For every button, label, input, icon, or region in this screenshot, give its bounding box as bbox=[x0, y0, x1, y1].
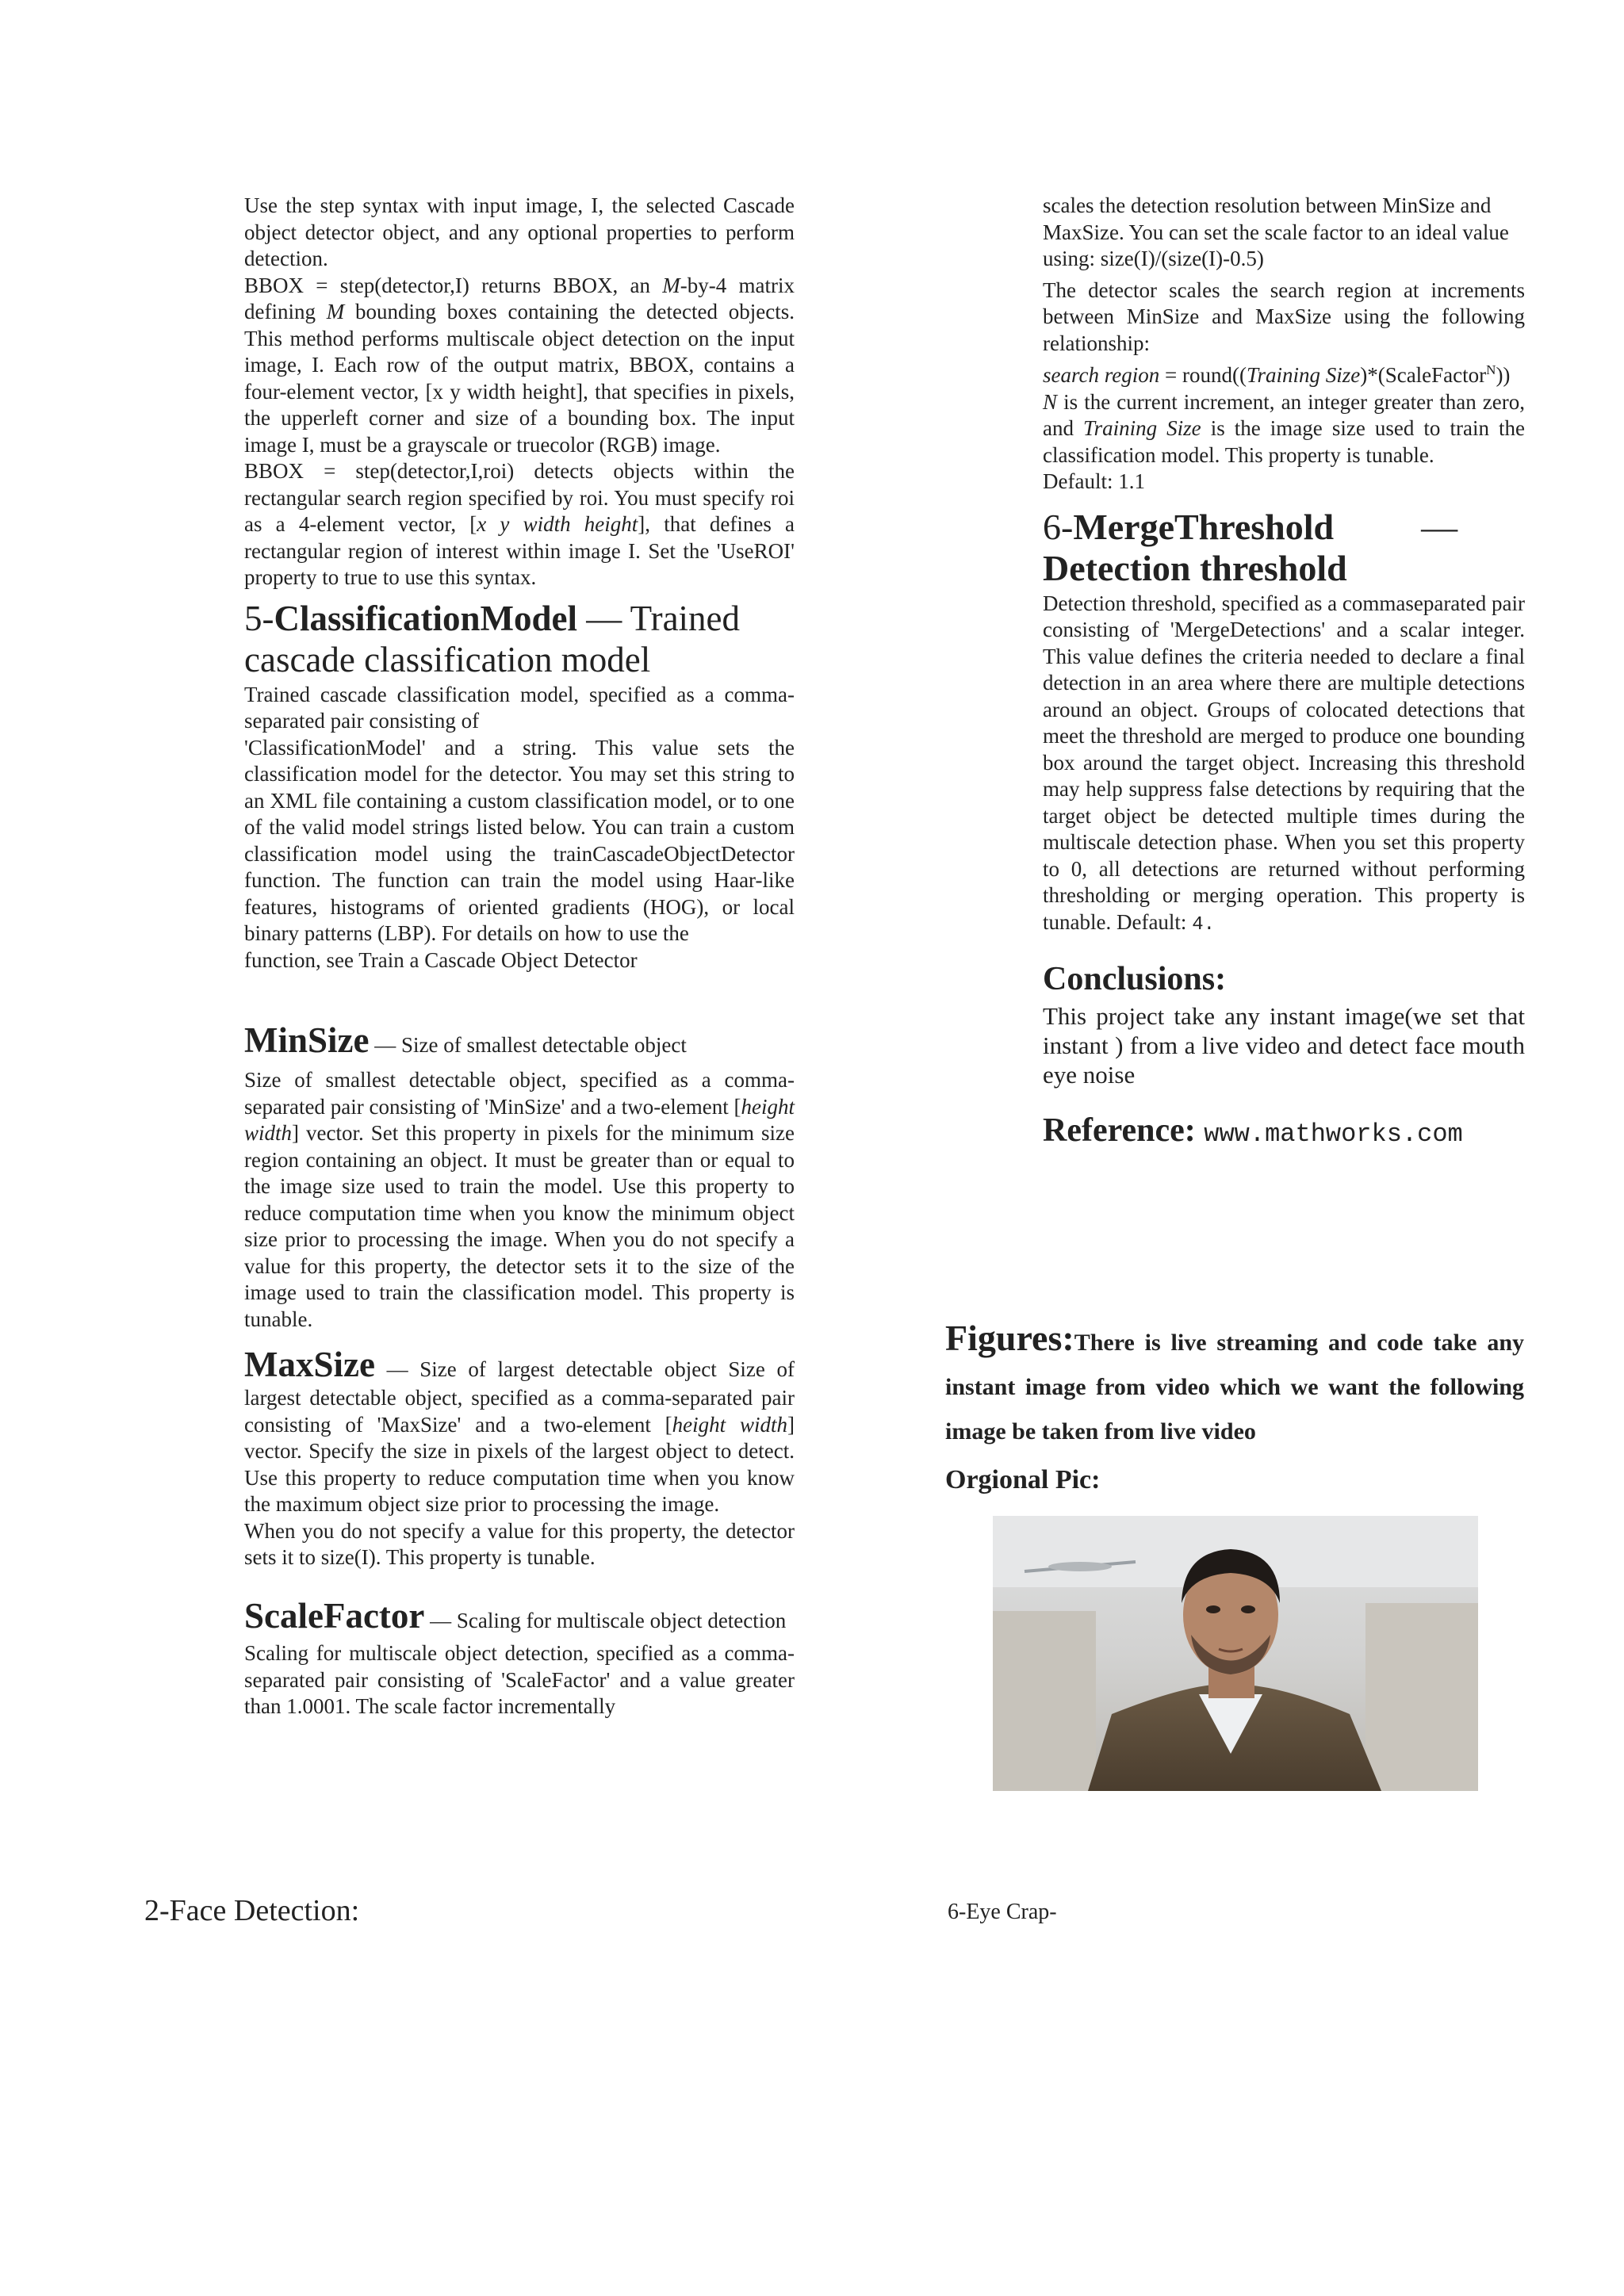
eye-crop-caption: 6-Eye Crap- bbox=[948, 1900, 1057, 1924]
italic-m: M bbox=[662, 273, 680, 297]
left-column bbox=[244, 193, 795, 1720]
figures-paragraph bbox=[945, 1316, 1524, 1454]
original-photo bbox=[993, 1516, 1478, 1791]
italic-text: search region bbox=[1043, 363, 1160, 387]
reference-url: www.mathworks.com bbox=[1204, 1119, 1463, 1149]
figures-heading: Figures: bbox=[945, 1318, 1074, 1358]
scales-region-paragraph: The detector scales the search region at increments between MinSize and MaxSize using the following relationship: bbox=[1043, 277, 1525, 355]
cm-paragraph-2: 'ClassificationModel' and a string. This value sets the classification model for the detector. You may set this string to an XML file containing a custom classification model, or to one of the valid model strings listed below. You can train a custom classification model using the trainCascadeObjectDetector function. The function can train the model using Haar-like features, histograms of oriented gradients (HOG), or local binary patterns (LBP). For details on how to use the bbox=[244, 735, 795, 945]
bbox-roi-paragraph bbox=[244, 458, 795, 591]
conclusions-paragraph: This project take any instant image(we set that instant ) from a live video and detect face mouth eye noise bbox=[1043, 1002, 1525, 1089]
heading-bold: Conclusions: bbox=[1043, 961, 1227, 997]
heading-dash: — bbox=[1421, 506, 1458, 547]
webcam-photo-illustration bbox=[993, 1516, 1478, 1791]
text-span: ] vector. Specify the size in pixels of the largest object to detect. Use this property to reduce computation time when you know the maximum object size prior to processing the image. bbox=[244, 1412, 795, 1516]
italic-text: height width bbox=[672, 1412, 787, 1437]
text-span: bounding boxes containing the detected objects. This method performs multiscale object detection on the input image, I. Each row of the output matrix, BBOX, contains a four-element vector, [x y width height], that specifies in pixels, the upperleft corner and size of a bounding box. The input image I, must be a grayscale or truecolor (RGB) image. bbox=[244, 300, 795, 457]
figures-text: There is live streaming and code take any instant image from video which we want the following image be taken from live video bbox=[945, 1330, 1524, 1445]
spacer bbox=[244, 974, 795, 1013]
maxsize-paragraph bbox=[244, 1344, 795, 1518]
maxsize-heading: MaxSize bbox=[244, 1345, 375, 1384]
heading-bold: ClassificationModel bbox=[274, 598, 577, 638]
heading-bold: Reference: bbox=[1043, 1112, 1196, 1149]
increment-paragraph bbox=[1043, 389, 1525, 469]
text-span: is the current increment, an integer greater than zero, and bbox=[1043, 389, 1525, 440]
right-column bbox=[1043, 193, 1525, 1154]
merge-threshold-paragraph bbox=[1043, 591, 1525, 939]
maxsize-paragraph-2: When you do not specify a value for this property, the detector sets it to size(I). This property is tunable. bbox=[244, 1518, 795, 1569]
text-span: ] vector. Set this property in pixels for the minimum size region containing an object. It must be greater than or equal to the image size used to train the model. Use this property to reduce computation time when you know the minimum object size prior to processing the image. When you do not specify a value for this property, the detector sets it to the size of the image used to train the classification model. This property is tunable. bbox=[244, 1121, 795, 1331]
italic-text: Training Size bbox=[1246, 363, 1361, 387]
default-value: Default: 1.1 bbox=[1043, 469, 1145, 493]
italic-n: N bbox=[1043, 389, 1058, 414]
classification-model-heading bbox=[244, 598, 795, 680]
merge-threshold-heading bbox=[1043, 507, 1525, 589]
text-span: is the image size used to train the classification model. This property is tunable. bbox=[1043, 416, 1526, 467]
section-number: 6- bbox=[1043, 506, 1074, 547]
cm-paragraph-3: function, see Train a Cascade Object Detector bbox=[244, 947, 638, 972]
text-span: Size of smallest detectable object, specified as a comma-separated pair consisting of 'MinSize' and a two-element [ bbox=[244, 1068, 795, 1119]
text-span: )) bbox=[1496, 363, 1511, 387]
text-span: BBOX = step(detector,I) returns BBOX, an bbox=[244, 273, 663, 297]
face-detection-caption: 2-Face Detection: bbox=[144, 1894, 360, 1927]
scalefactor-heading-paragraph bbox=[244, 1595, 795, 1636]
default-mono: 4. bbox=[1192, 913, 1215, 936]
reference-heading bbox=[1043, 1112, 1525, 1154]
cm-paragraph-1: Trained cascade classification model, specified as a comma-separated pair consisting of bbox=[244, 682, 795, 733]
text-span: — Scaling for multiscale object detection bbox=[424, 1608, 787, 1632]
step-syntax-paragraph: Use the step syntax with input image, I, the selected Cascade object detector object, and any optional properties to perform detection. bbox=[244, 193, 795, 270]
heading-rest: — Size of smallest detectable object bbox=[369, 1033, 687, 1057]
scalefactor-heading: ScaleFactor bbox=[244, 1595, 425, 1636]
scale-paragraph: scales the detection resolution between MinSize and MaxSize. You can set the scale factor to an ideal value using: size(I)/(size(I)-0.5) bbox=[1043, 193, 1509, 270]
heading-rest: — Trained cascade classification model bbox=[244, 598, 741, 679]
text-span: = round(( bbox=[1159, 363, 1247, 387]
text-span: )*(ScaleFactor bbox=[1360, 363, 1487, 387]
italic-m: M bbox=[326, 300, 345, 323]
text-span: Detection threshold, specified as a commaseparated pair consisting of 'MergeDetections' and a scalar integer. This value defines the criteria needed to declare a final detection in an area where there are multiple detections around an object. Groups of colocated detections that meet the threshold are merged to produce one bounding box around the target object. Increasing this threshold may help suppress false detections by requiring that the target object be detected multiple times during the multiscale detection phase. When you set this property to 0, all detections are returned without performing thresholding or merging operation. This property is tunable. Default: bbox=[1043, 591, 1526, 934]
formula bbox=[1043, 357, 1525, 389]
scalefactor-paragraph: Scaling for multiscale object detection, specified as a comma-separated pair consisting of 'ScaleFactor' and a value greater than 1.0001. The scale factor incrementally bbox=[244, 1641, 795, 1718]
heading-bold: MinSize bbox=[244, 1020, 370, 1060]
heading-bold: Detection threshold bbox=[1043, 547, 1347, 588]
italic-text: x y width height bbox=[477, 512, 638, 536]
text-span: BBOX = step(detector,I,roi) detects objects within the rectangular search region specified by roi. You must specify roi as a 4-element vector, [ bbox=[244, 459, 795, 536]
conclusions-heading bbox=[1043, 960, 1525, 998]
section-number: 5- bbox=[244, 598, 274, 638]
text-span: — Size of largest detectable object Size of largest detectable object, specified as a comma-separated pair consisting of 'MaxSize' and a two-element [ bbox=[244, 1357, 795, 1437]
text-span: -by-4 matrix defining bbox=[244, 273, 795, 323]
text-span: ], that defines a rectangular region of interest within image I. Set the 'UseROI' property to true to use this syntax. bbox=[244, 512, 795, 589]
bbox-paragraph bbox=[244, 273, 795, 459]
heading-bold: MergeThreshold bbox=[1073, 506, 1335, 547]
original-pic-label: Orgional Pic: bbox=[945, 1465, 1101, 1494]
italic-text: Training Size bbox=[1083, 416, 1201, 440]
minsize-paragraph bbox=[244, 1067, 795, 1333]
minsize-heading bbox=[244, 1020, 795, 1066]
superscript: N bbox=[1486, 362, 1496, 377]
italic-text: height width bbox=[244, 1094, 795, 1145]
